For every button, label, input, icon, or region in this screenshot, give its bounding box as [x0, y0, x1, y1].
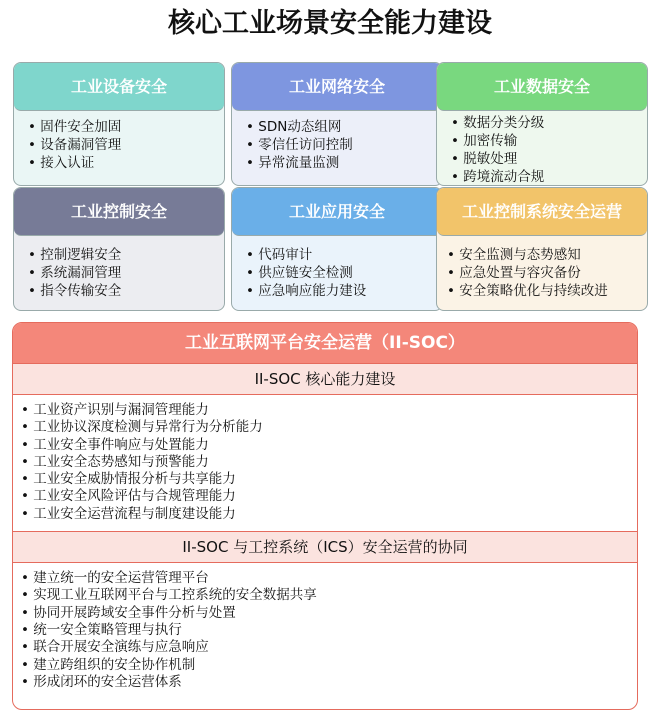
list-item: • 工业安全威胁情报分析与共享能力	[21, 471, 637, 488]
ii-soc-panel	[12, 322, 638, 710]
list-item: • 建立跨组织的安全协作机制	[21, 657, 637, 674]
card-control-security-body	[14, 236, 224, 300]
list-item: • 应急响应能力建设	[246, 282, 442, 300]
ii-soc-core-capabilities-list	[13, 395, 637, 531]
list-item: • 工业安全态势感知与预警能力	[21, 454, 637, 471]
list-item: • 应急处置与容灾备份	[447, 264, 647, 282]
list-item: • 统一安全策略管理与执行	[21, 622, 637, 639]
list-item: • 指令传输安全	[28, 282, 224, 300]
ii-soc-header: 工业互联网平台安全运营（II-SOC）	[13, 323, 637, 364]
card-application-security	[231, 187, 443, 311]
card-control-security-header	[14, 188, 224, 236]
list-item: • 固件安全加固	[28, 118, 224, 136]
list-item: • 建立统一的安全运营管理平台	[21, 570, 637, 587]
list-item: • 安全监测与态势感知	[447, 246, 647, 264]
card-device-security-title: 工业设备安全	[70, 77, 167, 96]
page-title: 核心工业场景安全能力建设	[168, 8, 492, 39]
card-ics-operations	[436, 187, 648, 311]
list-item: • 工业资产识别与漏洞管理能力	[21, 402, 637, 419]
card-control-security-title: 工业控制安全	[70, 202, 167, 221]
list-item: • 数据分类分级	[451, 114, 647, 132]
card-ics-operations-title: 工业控制系统安全运营	[461, 202, 622, 221]
list-item: • 接入认证	[28, 154, 224, 172]
list-item: • 工业安全事件响应与处置能力	[21, 437, 637, 454]
list-item: • 系统漏洞管理	[28, 264, 224, 282]
list-item: • SDN动态组网	[246, 118, 442, 136]
card-application-security-title: 工业应用安全	[288, 202, 385, 221]
list-item: • 工业安全运营流程与制度建设能力	[21, 506, 637, 523]
list-item: • 设备漏洞管理	[28, 136, 224, 154]
card-network-security-title: 工业网络安全	[288, 77, 385, 96]
card-application-security-list	[246, 246, 442, 300]
list-item: • 实现工业互联网平台与工控系统的安全数据共享	[21, 587, 637, 604]
card-ics-operations-header	[437, 188, 647, 236]
list-item: • 安全策略优化与持续改进	[447, 282, 647, 300]
ii-soc-core-capabilities-title: II-SOC 核心能力建设	[13, 364, 637, 395]
card-application-security-body	[232, 236, 442, 300]
card-application-security-header	[232, 188, 442, 236]
list-item: • 协同开展跨域安全事件分析与处置	[21, 605, 637, 622]
list-item: • 跨境流动合规	[451, 168, 647, 186]
card-device-security-list	[28, 118, 224, 172]
card-device-security-body	[14, 111, 224, 172]
list-item: • 联合开展安全演练与应急响应	[21, 639, 637, 656]
ii-soc-ics-collaboration-title: II-SOC 与工控系统（ICS）安全运营的协同	[13, 531, 637, 563]
card-data-security-title: 工业数据安全	[493, 77, 590, 96]
card-control-security-list	[28, 246, 224, 300]
card-data-security	[436, 62, 648, 186]
list-item: • 加密传输	[451, 132, 647, 150]
list-item: • 异常流量监测	[246, 154, 442, 172]
ii-soc-ics-collaboration-list	[13, 563, 637, 699]
card-device-security-header	[14, 63, 224, 111]
list-item: • 代码审计	[246, 246, 442, 264]
list-item: • 工业安全风险评估与合规管理能力	[21, 488, 637, 505]
card-control-security	[13, 187, 225, 311]
card-data-security-header	[437, 63, 647, 111]
card-data-security-list	[451, 114, 647, 186]
card-data-security-body	[437, 111, 647, 186]
list-item: • 零信任访问控制	[246, 136, 442, 154]
list-item: • 工业协议深度检测与异常行为分析能力	[21, 419, 637, 436]
card-ics-operations-list	[447, 246, 647, 300]
list-item: • 控制逻辑安全	[28, 246, 224, 264]
card-device-security	[13, 62, 225, 186]
list-item: • 脱敏处理	[451, 150, 647, 168]
card-network-security-header	[232, 63, 442, 111]
card-network-security	[231, 62, 443, 186]
card-network-security-list	[246, 118, 442, 172]
card-network-security-body	[232, 111, 442, 172]
list-item: • 供应链安全检测	[246, 264, 442, 282]
card-ics-operations-body	[437, 236, 647, 300]
list-item: • 形成闭环的安全运营体系	[21, 674, 637, 691]
